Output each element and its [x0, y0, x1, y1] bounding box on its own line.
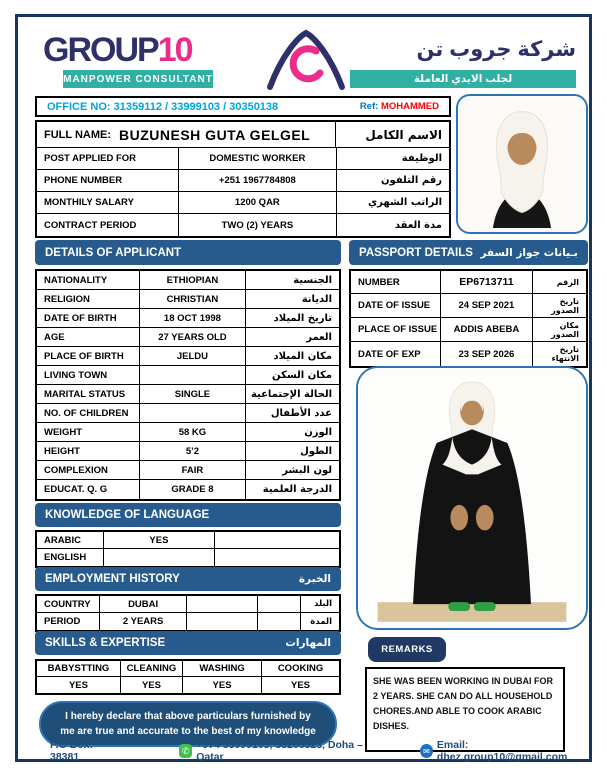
- row-label: AGE: [37, 328, 140, 346]
- logo-text: [43, 33, 192, 67]
- table-row: [37, 385, 339, 404]
- section-header-language: [35, 503, 341, 527]
- row-label: POST APPLIED FOR: [37, 148, 179, 169]
- row-label: COMPLEXION: [37, 461, 140, 479]
- row-value: 2 YEARS: [100, 613, 187, 630]
- row-arabic: المدة: [310, 616, 332, 627]
- row-arabic: الجنسية: [293, 274, 332, 286]
- logo-word-group: GROUP: [43, 31, 158, 69]
- full-name-arabic: الاسم الكامل: [365, 127, 442, 142]
- row-arabic: مكان السكن: [272, 369, 332, 381]
- section-title: KNOWLEDGE OF LANGUAGE: [45, 509, 210, 521]
- table-row: [351, 342, 586, 366]
- row-arabic: الوظيفة: [401, 153, 442, 164]
- full-name-cell: [37, 122, 336, 147]
- row-value: YES: [37, 677, 121, 693]
- table-row: [351, 318, 586, 342]
- row-value: DUBAI: [100, 596, 187, 612]
- table-row: [37, 170, 449, 192]
- row-label: PLACE OF ISSUE: [351, 318, 441, 341]
- row-label: NO. OF CHILDREN: [37, 404, 140, 422]
- section-title-arabic: بـيانات جواز السفر: [480, 246, 578, 259]
- table-row: [37, 309, 339, 328]
- table-row: [37, 148, 449, 170]
- row-empty-cell: [258, 596, 301, 612]
- full-name-value: BUZUNESH GUTA GELGEL: [119, 126, 311, 143]
- section-header-skills: [35, 631, 341, 655]
- row-value: DOMESTIC WORKER: [179, 148, 337, 169]
- row-label: PERIOD: [37, 613, 100, 630]
- page-frame: [15, 14, 592, 762]
- row-empty-cell: [187, 613, 258, 630]
- row-label: MARITAL STATUS: [37, 385, 140, 403]
- logo-subtitle: MANPOWER CONSULTANT: [63, 70, 213, 88]
- row-value: 27 YEARS OLD: [140, 328, 247, 346]
- row-label: DATE OF ISSUE: [351, 294, 441, 317]
- table-row: [37, 461, 339, 480]
- row-arabic: الحالة الإجتماعية: [250, 388, 332, 400]
- footer-pobox: P.O Box: 38381: [50, 739, 93, 763]
- row-label: MONTHILY SALARY: [37, 192, 179, 213]
- row-value: YES: [121, 677, 183, 693]
- table-row: [351, 294, 586, 318]
- applicant-fullbody-photo: [356, 366, 588, 630]
- row-arabic: مكان الميلاد: [273, 350, 332, 362]
- column-header: WASHING: [183, 661, 262, 676]
- row-value: FAIR: [140, 461, 247, 479]
- section-title: EMPLOYMENT HISTORY: [45, 573, 180, 585]
- row-value: YES: [183, 677, 262, 693]
- skills-table: [35, 659, 341, 695]
- section-title-arabic: المهارات: [285, 637, 331, 649]
- row-arabic: الطول: [300, 445, 332, 457]
- row-value: SINGLE: [140, 385, 247, 403]
- table-row: [37, 214, 449, 236]
- row-arabic: الراتب الشهري: [368, 197, 442, 208]
- row-empty-cell: [187, 596, 258, 612]
- column-header: COOKING: [277, 663, 324, 674]
- applicant-table: [35, 269, 341, 501]
- section-header-employment: [35, 567, 341, 591]
- applicant-portrait-photo: [456, 94, 588, 234]
- footer-phone: +974 33999103, 33285323, Doha – Qatar: [196, 739, 363, 763]
- row-arabic: مكان الصدور: [551, 320, 579, 339]
- row-arabic: تاريخ الانتهاء: [551, 345, 579, 363]
- table-row: [37, 442, 339, 461]
- row-value: 23 SEP 2026: [441, 342, 534, 366]
- row-value: 58 KG: [140, 423, 247, 441]
- table-row: [37, 480, 339, 499]
- table-row: [37, 596, 339, 613]
- company-emblem-icon: [256, 25, 356, 95]
- table-row: [37, 661, 339, 677]
- footer: [18, 739, 589, 763]
- row-value: ETHIOPIAN: [140, 271, 247, 289]
- remarks-title: REMARKS: [368, 637, 446, 662]
- row-value: YES: [291, 679, 311, 691]
- row-arabic: الدرجة العلمية: [262, 484, 332, 495]
- table-row: [37, 328, 339, 347]
- row-value: CHRISTIAN: [140, 290, 247, 308]
- full-name-row: [37, 122, 449, 148]
- passport-table: [349, 269, 588, 368]
- section-header-applicant: [35, 240, 341, 265]
- section-header-passport: [349, 240, 588, 265]
- table-row: [37, 613, 339, 630]
- full-name-label: FULL NAME:: [44, 128, 112, 141]
- row-label: NUMBER: [351, 271, 441, 293]
- table-row: [37, 271, 339, 290]
- row-arabic: البلد: [314, 599, 332, 609]
- table-row: [37, 549, 339, 566]
- row-empty-cell: [215, 532, 339, 548]
- row-value: TWO (2) YEARS: [179, 214, 337, 236]
- column-header: CLEANING: [121, 661, 183, 676]
- summary-table: [35, 120, 451, 238]
- table-row: [37, 366, 339, 385]
- logo-group10: [43, 33, 192, 67]
- row-label: ENGLISH: [37, 549, 104, 566]
- row-empty-cell: [258, 613, 301, 630]
- row-value: EP6713711: [441, 271, 534, 293]
- row-label: HEIGHT: [37, 442, 140, 460]
- row-arabic: مدة العقد: [394, 219, 442, 231]
- row-label: WEIGHT: [37, 423, 140, 441]
- section-title-arabic: الخبرة: [298, 573, 331, 585]
- row-empty-cell: [215, 549, 339, 566]
- row-value: [104, 549, 215, 566]
- table-row: [37, 532, 339, 549]
- table-row: [37, 192, 449, 214]
- row-arabic: لون البشر: [282, 464, 332, 476]
- table-row: [37, 423, 339, 442]
- row-arabic: تاريخ الصدور: [551, 296, 579, 315]
- office-ref-row: [35, 96, 451, 117]
- table-row: [37, 677, 339, 693]
- row-arabic: عدد الأطفال: [270, 407, 332, 419]
- row-label: DATE OF EXP: [351, 342, 441, 366]
- column-header: BABYSTTING: [37, 661, 121, 676]
- row-arabic: تاريخ الميلاد: [273, 312, 332, 324]
- row-label: EDUCAT. Q. G: [37, 480, 140, 499]
- row-arabic: رقم التلفون: [381, 175, 442, 186]
- row-value: 24 SEP 2021: [441, 294, 534, 317]
- row-value: [140, 404, 247, 422]
- row-value: 5’2: [140, 442, 247, 460]
- company-tagline-arabic: لجلب الايدي العاملة: [350, 70, 576, 88]
- employment-table: [35, 594, 341, 632]
- remarks-text: SHE WAS BEEN WORKING IN DUBAI FOR 2 YEARS. SHE CAN DO ALL HOUSEHOLD CHORES.AND ABLE TO COOK ARABIC DISHES.: [365, 667, 565, 752]
- row-value: GRADE 8: [140, 480, 247, 499]
- email-icon: ✉: [420, 744, 433, 758]
- section-title: SKILLS & EXPERTISE: [45, 637, 166, 649]
- row-value: JELDU: [140, 347, 247, 365]
- declaration-statement: I hereby declare that above particulars furnished by me are true and accurate to the best of my knowledge: [39, 701, 337, 747]
- row-value: 1200 QAR: [179, 192, 337, 213]
- row-label: RELIGION: [37, 290, 140, 308]
- language-table: [35, 530, 341, 568]
- row-label: CONTRACT PERIOD: [37, 214, 179, 236]
- row-label: PLACE OF BIRTH: [37, 347, 140, 365]
- row-arabic: الديانة: [301, 293, 332, 305]
- ref: [360, 101, 439, 112]
- row-value: +251 1967784808: [179, 170, 337, 191]
- footer-email: Email: dhez.group10@gmail.com: [436, 739, 568, 763]
- row-value: ADDIS ABEBA: [441, 318, 534, 341]
- company-name-arabic: شركة جروب تن: [416, 38, 576, 61]
- table-row: [351, 271, 586, 294]
- ref-value: MOHAMMED: [380, 101, 439, 112]
- section-title: DETAILS OF APPLICANT: [45, 246, 182, 259]
- row-arabic: الرقم: [556, 277, 579, 287]
- row-label: ARABIC: [37, 532, 104, 548]
- row-value: YES: [104, 532, 215, 548]
- row-label: COUNTRY: [37, 596, 100, 612]
- row-label: PHONE NUMBER: [37, 170, 179, 191]
- row-label: DATE OF BIRTH: [37, 309, 140, 327]
- office-numbers: OFFICE NO: 31359112 / 33999103 / 30350138: [47, 100, 279, 113]
- row-label: NATIONALITY: [37, 271, 140, 289]
- row-arabic: العمر: [306, 331, 332, 343]
- table-row: [37, 290, 339, 309]
- ref-label: Ref:: [359, 101, 379, 112]
- whatsapp-icon: ✆: [179, 744, 192, 758]
- row-value: [140, 366, 247, 384]
- row-arabic: الوزن: [304, 426, 332, 438]
- table-row: [37, 347, 339, 366]
- row-value: 18 OCT 1998: [140, 309, 247, 327]
- row-label: LIVING TOWN: [37, 366, 140, 384]
- section-title: PASSPORT DETAILS: [359, 246, 473, 259]
- table-row: [37, 404, 339, 423]
- logo-word-ten: 10: [157, 31, 192, 69]
